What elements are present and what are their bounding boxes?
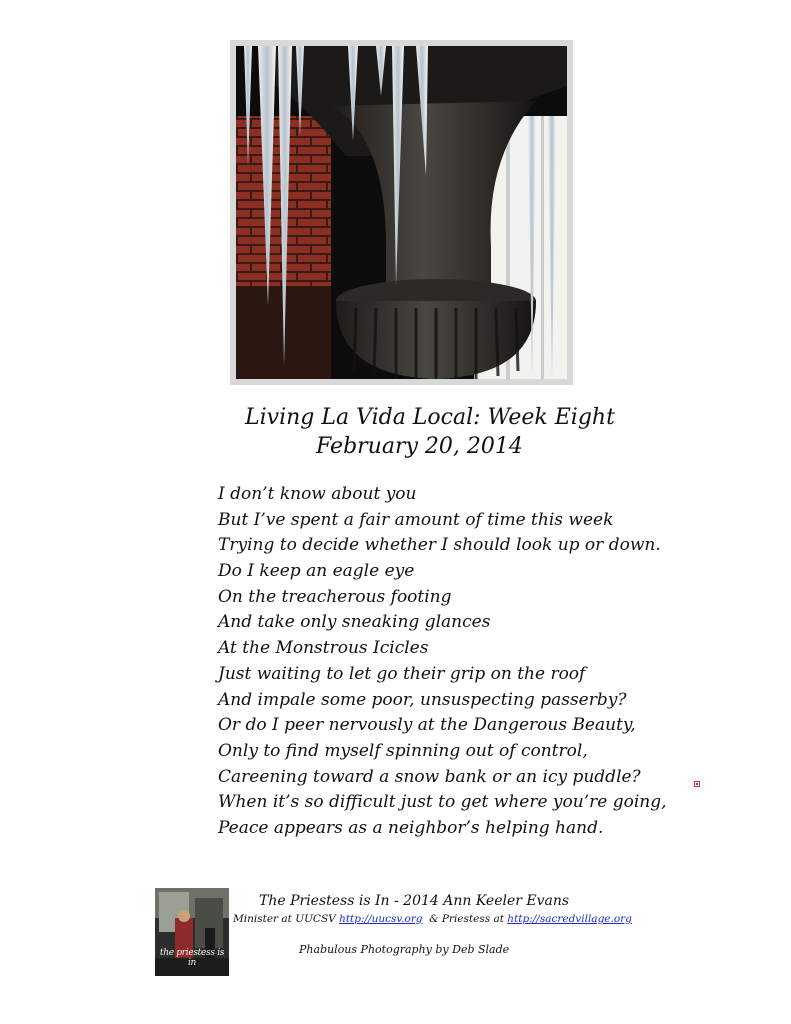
- priestess-label: & Priestess at: [422, 913, 508, 925]
- poem-line: Peace appears as a neighbor’s helping hand.: [218, 817, 604, 838]
- thumbnail-caption: the priestess is in: [159, 948, 225, 968]
- page-date: February 20, 2014: [316, 434, 523, 459]
- poem-line: Only to find myself spinning out of control,: [218, 740, 588, 761]
- urn-photo-svg: [236, 46, 567, 379]
- footer-links-line: [233, 913, 632, 925]
- poem-line: On the treacherous footing: [218, 586, 452, 607]
- poem-line: And impale some poor, unsuspecting passerby?: [218, 689, 627, 710]
- poem-line: Careening toward a snow bank or an icy puddle?: [218, 766, 641, 787]
- poem-line: And take only sneaking glances: [218, 612, 491, 633]
- poem-line: Or do I peer nervously at the Dangerous Beauty,: [218, 715, 636, 736]
- page-title: Living La Vida Local: Week Eight: [245, 405, 615, 430]
- sacredvillage-link[interactable]: http://sacredvillage.org: [507, 913, 632, 925]
- poem-line: Just waiting to let go their grip on the roof: [218, 663, 586, 684]
- poem-line: But I’ve spent a fair amount of time this week: [218, 509, 614, 530]
- priestess-thumbnail: [155, 888, 229, 976]
- poem-line: I don’t know about you: [218, 484, 417, 504]
- red-marker-icon: [694, 781, 700, 787]
- urn-icicles-photo: [230, 40, 573, 385]
- footer-author-line: The Priestess is In - 2014 Ann Keeler Evans: [259, 893, 570, 909]
- photo-credit: Phabulous Photography by Deb Slade: [299, 943, 510, 956]
- poem-line: Trying to decide whether I should look up or down.: [218, 535, 661, 556]
- minister-label: Minister at UUCSV: [233, 913, 340, 925]
- poem-line: At the Monstrous Icicles: [218, 638, 429, 659]
- poem-line: Do I keep an eagle eye: [218, 561, 415, 582]
- poem-body: [218, 482, 678, 842]
- poem-line: When it’s so difficult just to get where you’re going,: [218, 792, 667, 813]
- uucsv-link[interactable]: http://uucsv.org: [339, 913, 423, 925]
